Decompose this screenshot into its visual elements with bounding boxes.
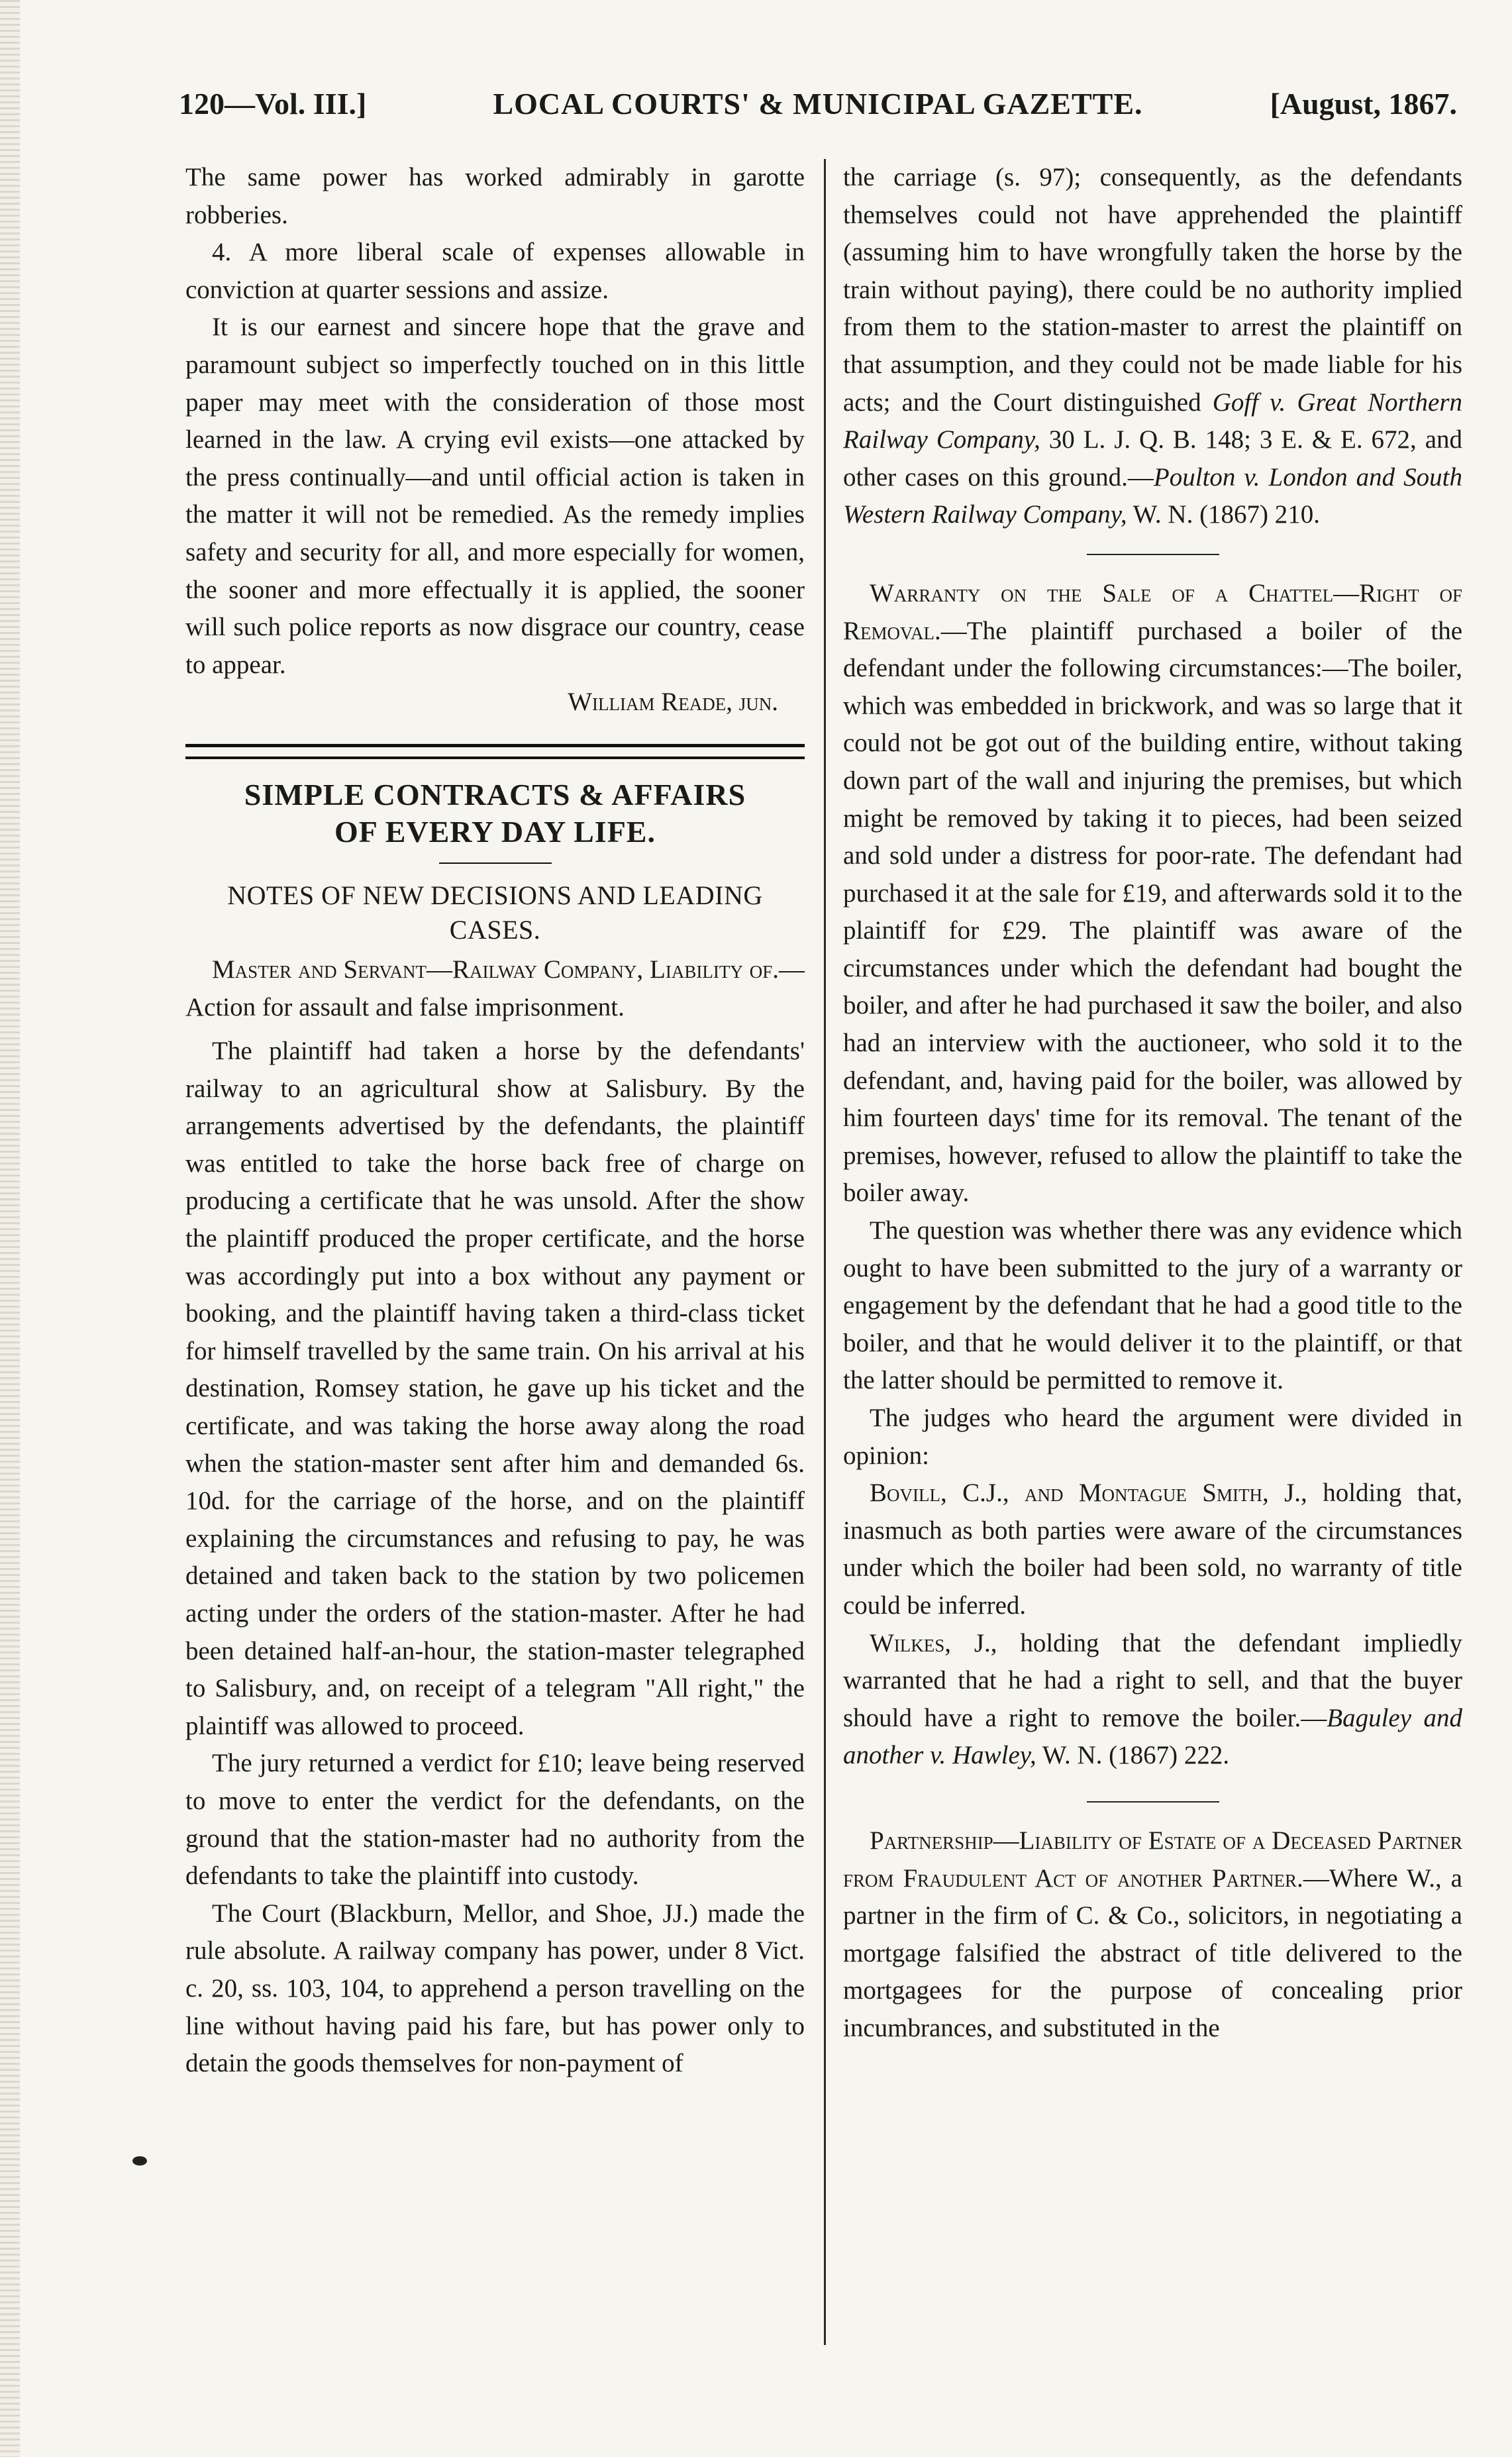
- case-entry: [843, 1822, 1462, 2048]
- case-text: holding that the defendant impliedly warranted that he had a right to sell, and that the buyer should have a right to remove the boiler.—: [843, 1628, 1462, 1732]
- case-text: —The plaintiff purchased a boiler of the defendant under the following circumstances:—The boiler, which was embedded in brickwork, and was so large that it could not be got out of the building entire, without taking down part of the wall and injuring the premises, but which might be removed by taking it to pieces, had been seized and sold under a distress for poor-rate. The defendant had purchased it at the sale for £19, and afterwards sold it to the plaintiff for £29. The plaintiff was aware of the circumstances under which the defendant had bought the boiler, and after he had purchased it saw the boiler, and also had an interview with the auctioneer, who sold it to the defendant, and, having paid for the boiler, was allowed by him fourteen days' time for its removal. The tenant of the premises, however, refused to allow the plaintiff to take the boiler away.: [843, 616, 1462, 1208]
- case-reference: W. N. (1867) 222.: [1042, 1741, 1230, 1770]
- paragraph: [843, 1475, 1462, 1624]
- binding-edge: [0, 0, 20, 2457]
- paragraph: It is our earnest and sincere hope that the grave and paramount subject so imperfectly touched on in this little paper may meet with the consideration of those most learned in the law. A crying evil exists—one attacked by the press continually—and until official action is taken in the matter it will not be remedied. As the remedy implies safety and security for all, and more especially for women, the sooner and more effectually it is applied, the sooner will such police reports as now disgrace our country, cease to appear.: [185, 313, 805, 679]
- issue-date: [August, 1867.: [1270, 87, 1457, 121]
- subheading: NOTES OF NEW DECISIONS AND LEADING CASES.: [227, 880, 763, 945]
- case-text: —Where W., a partner in the firm of C. & Co., solicitors, in negotiating a mortgage falsified the abstract of title delivered to the mortgagees for the purpose of concealing prior incumbrances, and substituted in the: [843, 1863, 1462, 2042]
- right-column: [843, 159, 1462, 2048]
- short-divider: [439, 863, 552, 864]
- left-column: [185, 159, 805, 2083]
- short-divider: [1087, 554, 1219, 555]
- paragraph: 4. A more liberal scale of expenses allowable in conviction at quarter sessions and assize.: [185, 238, 805, 304]
- case-text: the carriage (s. 97); consequently, as the defendants themselves could not have apprehended the plaintiff (assuming him to have wrongfully taken the horse by the train without paying), there could be no authority implied from them to the station-master to arrest the plaintiff on that assumption, and they could not be made liable for his acts; and the Court distinguished: [843, 163, 1462, 417]
- paragraph: The judges who heard the argument were divided in opinion:: [843, 1404, 1462, 1470]
- judge-names: Wilkes, J.,: [870, 1628, 997, 1657]
- section-title: [185, 776, 805, 851]
- paragraph: [843, 159, 1462, 534]
- section-title-line-2: OF EVERY DAY LIFE.: [334, 814, 656, 849]
- case-reference: W. N. (1867) 210.: [1133, 500, 1321, 529]
- running-header: [179, 86, 1457, 126]
- paragraph: The question was whether there was any evidence which ought to have been submitted to the jury of a warranty or engagement by the defendant that he had a good title to the boiler, and that he would deliver it to the plaintiff, or that the latter should be permitted to remove it.: [843, 1216, 1462, 1395]
- case-entry: [185, 951, 805, 1026]
- case-citation: Poulton v. London and South Western Railway Company,: [843, 462, 1462, 529]
- short-divider: [1087, 1801, 1219, 1803]
- page-volume: 120—Vol. III.]: [179, 87, 367, 121]
- paragraph: The Court (Blackburn, Mellor, and Shoe, JJ.) made the rule absolute. A railway company has power, under 8 Vict. c. 20, ss. 103, 104, to apprehend a person travelling on the line without having paid his fare, but has power only to detain the goods themselves for non-payment of: [185, 1899, 805, 2078]
- case-citation: Baguley and another v. Hawley,: [843, 1703, 1462, 1770]
- case-citation: Goff v. Great Northern Railway Company,: [843, 388, 1463, 454]
- paragraph: The plaintiff had taken a horse by the defendants' railway to an agricultural show at Salisbury. By the arrangements advertised by the defendants, the plaintiff was entitled to take the horse back free of charge on producing a certificate that he was unsold. After the show the plaintiff produced the proper certificate, and the horse was accordingly put into a box without any payment or booking, and the plaintiff having taken a third-class ticket for himself travelled by the same train. On his arrival at his destination, Romsey station, he gave up his ticket and the certificate, and was taking the horse away along the road when the station-master sent after him and demanded 6s. 10d. for the carriage of the horse, and on the plaintiff explaining the circumstances and refusing to pay, he was detained and taken back to the station by two policemen acting under the orders of the station-master. After he had been detained half-an-hour, the station-master telegraphed to Salisbury, and, on receipt of a telegram "All right," the plaintiff was allowed to proceed.: [185, 1037, 805, 1740]
- case-heading: Partnership—Liability of Estate of a Deceased Partner from Fraudulent Act of another Partner.: [843, 1826, 1462, 1893]
- judge-names: Bovill, C.J., and Montague Smith, J.,: [870, 1479, 1307, 1508]
- case-text: 30 L. J. Q. B. 148; 3 E. & E. 672, and other cases on this ground.—: [843, 425, 1462, 492]
- column-rule: [824, 159, 826, 2345]
- ink-blot: [132, 2156, 147, 2166]
- paragraph: [843, 1625, 1462, 1775]
- section-title-line-1: SIMPLE CONTRACTS & AFFAIRS: [244, 777, 746, 811]
- author-signature: William Reade, jun.: [568, 688, 778, 717]
- section-divider: [185, 744, 805, 759]
- paragraph: The jury returned a verdict for £10; leave being reserved to move to enter the verdict for the defendants, on the ground that the station-master had no authority from the defendants to take the plaintiff into custody.: [185, 1749, 805, 1891]
- paragraph: The same power has worked admirably in garotte robberies.: [185, 163, 805, 229]
- case-heading: Master and Servant—Railway Company, Liability of.: [212, 955, 779, 984]
- case-intro: —Action for assault and false imprisonment.: [185, 955, 805, 1021]
- case-heading: Warranty on the Sale of a Chattel—Right of Removal.: [843, 578, 1462, 645]
- case-entry: [843, 575, 1462, 1212]
- publication-title: LOCAL COURTS' & MUNICIPAL GAZETTE.: [493, 87, 1143, 121]
- case-text: holding that, inasmuch as both parties were aware of the circumstances under which the boiler had been sold, no warranty of title could be inferred.: [843, 1479, 1462, 1620]
